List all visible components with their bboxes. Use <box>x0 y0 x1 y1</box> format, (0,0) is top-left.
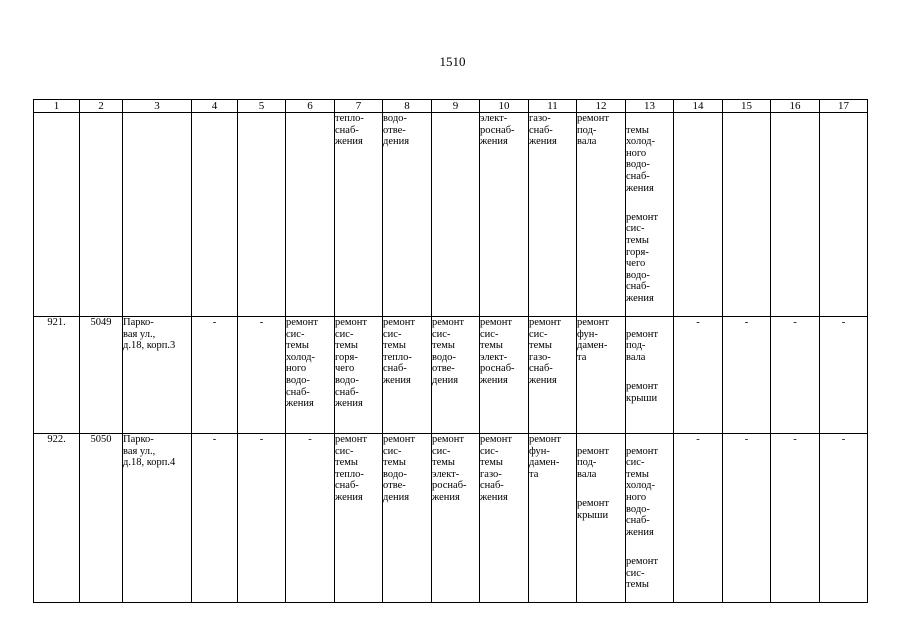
cell-entry: ремонт под- вала <box>577 445 610 480</box>
column-number: 5 <box>238 100 286 113</box>
table-cell: ремонт под- вала <box>577 113 626 317</box>
table-cell: ремонт сис- темы водо- отве- дения <box>432 317 480 434</box>
table-row <box>34 434 868 603</box>
table-cell: - <box>771 317 820 434</box>
table-cell: ремонт сис- темы элект- роснаб- жения <box>432 434 480 603</box>
table-cell: газо- снаб- жения <box>529 113 577 317</box>
table-cell <box>626 113 674 317</box>
table-cell: - <box>674 317 723 434</box>
column-number: 15 <box>723 100 771 113</box>
table-cell: ремонт сис- темы газо- снаб- жения <box>529 317 577 434</box>
table-cell <box>626 434 674 603</box>
table-cell: - <box>192 317 238 434</box>
cell-entry: ремонт под- вала <box>626 328 659 363</box>
table-cell: ремонт сис- темы тепло- снаб- жения <box>383 317 432 434</box>
column-number: 8 <box>383 100 432 113</box>
column-number: 3 <box>123 100 192 113</box>
row-number: 921. <box>34 317 80 434</box>
column-number: 4 <box>192 100 238 113</box>
cell-entry: ремонт крыши <box>577 498 610 521</box>
continuation-row <box>34 113 868 317</box>
column-number: 11 <box>529 100 577 113</box>
column-number: 12 <box>577 100 626 113</box>
column-number: 2 <box>80 100 123 113</box>
table-cell: ремонт сис- темы водо- отве- дения <box>383 434 432 603</box>
column-number: 13 <box>626 100 674 113</box>
table-cell: - <box>238 317 286 434</box>
column-number: 9 <box>432 100 480 113</box>
table-cell: ремонт сис- темы газо- снаб- жения <box>480 434 529 603</box>
table-cell: ремонт сис- темы горя- чего водо- снаб- жения <box>335 317 383 434</box>
table-cell: - <box>674 434 723 603</box>
table-cell <box>626 317 674 434</box>
table-cell: водо- отве- дения <box>383 113 432 317</box>
cell-entry: ремонт сис- темы холод- ного водо- снаб- жения <box>626 445 659 538</box>
table-cell <box>577 434 626 603</box>
table-cell: - <box>286 434 335 603</box>
table-cell: - <box>820 434 868 603</box>
column-number: 16 <box>771 100 820 113</box>
object-code: 5049 <box>80 317 123 434</box>
table-cell: элект- роснаб- жения <box>480 113 529 317</box>
column-number: 10 <box>480 100 529 113</box>
column-number: 17 <box>820 100 868 113</box>
column-number: 14 <box>674 100 723 113</box>
table-cell: ремонт сис- темы холод- ного водо- снаб- жения <box>286 317 335 434</box>
table-cell: ремонт сис- темы элект- роснаб- жения <box>480 317 529 434</box>
address-cell: Парко- вая ул., д.18, корп.4 <box>123 434 192 603</box>
repair-schedule-table <box>33 99 868 603</box>
table-cell: - <box>771 434 820 603</box>
column-number-row <box>34 100 868 113</box>
table-cell: - <box>238 434 286 603</box>
column-number: 7 <box>335 100 383 113</box>
row-number: 922. <box>34 434 80 603</box>
table-cell: - <box>723 434 771 603</box>
table-cell: - <box>723 317 771 434</box>
table-cell: ремонт сис- темы тепло- снаб- жения <box>335 434 383 603</box>
table-cell: - <box>192 434 238 603</box>
table-cell: - <box>820 317 868 434</box>
column-number: 6 <box>286 100 335 113</box>
object-code: 5050 <box>80 434 123 603</box>
column-number: 1 <box>34 100 80 113</box>
cell-entry: темы холод- ного водо- снаб- жения <box>626 124 655 194</box>
table-row <box>34 317 868 434</box>
cell-entry: ремонт сис- темы <box>626 556 659 591</box>
table-cell: ремонт фун- дамен- та <box>577 317 626 434</box>
cell-entry: ремонт крыши <box>626 381 659 404</box>
table-cell: ремонт фун- дамен- та <box>529 434 577 603</box>
cell-entry: ремонт сис- темы горя- чего водо- снаб- жения <box>626 211 659 304</box>
address-cell: Парко- вая ул., д.18, корп.3 <box>123 317 192 434</box>
table-cell: тепло- снаб- жения <box>335 113 383 317</box>
page-number: 1510 <box>439 54 466 69</box>
